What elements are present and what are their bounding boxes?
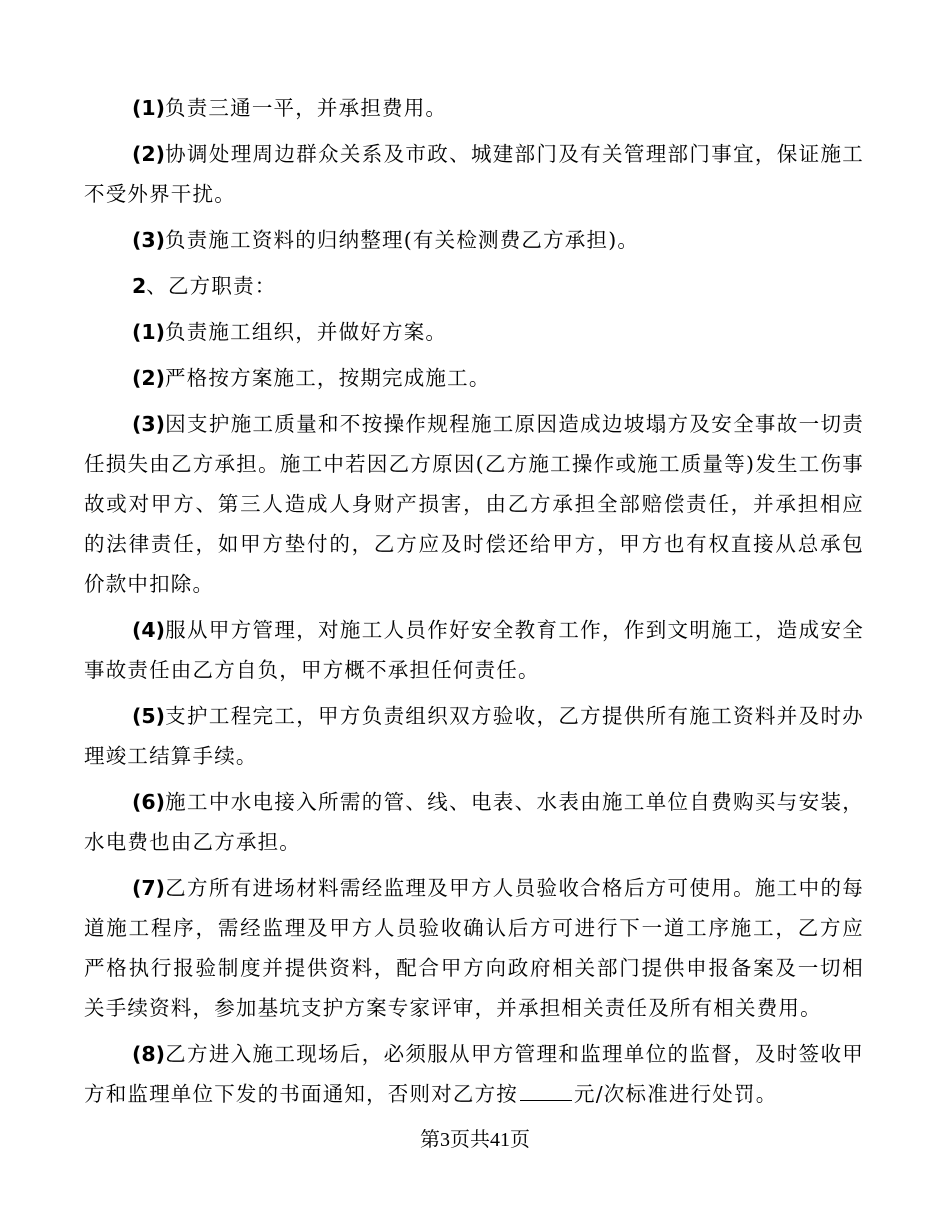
- item-text: 负责三通一平，并承担费用。: [165, 96, 448, 120]
- item-text: 乙方所有进场材料需经监理及甲方人员验收合格后方可使用。施工中的每道施工程序，需经监理及甲方人员验收确认后方可进行下一道工序施工，乙方应严格执行报验制度并提供资料，配合甲方向政府相关部门提供申报备案及一切相关手续资料，参加基坑支护方案专家评审，并承担相关责任及所有相关费用。: [84, 876, 864, 1020]
- item-number: (5): [132, 704, 166, 728]
- item-text: 负责施工资料的归纳整理(有关检测费乙方承担)。: [165, 228, 640, 252]
- paragraph-5: [84, 312, 864, 352]
- paragraph-2: [84, 134, 864, 214]
- item-number: (4): [132, 618, 166, 642]
- item-text: 协调处理周边群众关系及市政、城建部门及有关管理部门事宜，保证施工不受外界干扰。: [84, 142, 864, 206]
- item-number: (1): [132, 96, 166, 120]
- item-text: 因支护施工质量和不按操作规程施工原因造成边坡塌方及安全事故一切责任损失由乙方承担。施工中若因乙方原因(乙方施工操作或施工质量等)发生工伤事故或对甲方、第三人造成人身财产损害，由乙方承担全部赔偿责任，并承担相应的法律责任，如甲方垫付的，乙方应及时偿还给甲方，甲方也有权直接从总承包价款中扣除。: [84, 412, 864, 596]
- item-number: (2): [132, 366, 166, 390]
- item-text: 施工中水电接入所需的管、线、电表、水表由施工单位自费购买与安装，水电费也由乙方承担。: [84, 790, 864, 854]
- paragraph-10: [84, 782, 864, 862]
- item-text: 负责施工组织，并做好方案。: [165, 320, 448, 344]
- item-number: (8): [132, 1042, 166, 1066]
- paragraph-6: [84, 358, 864, 398]
- item-number: (1): [132, 320, 166, 344]
- item-text-after-blank: 元/次标准进行处罚。: [574, 1082, 778, 1106]
- paragraph-8: [84, 610, 864, 690]
- item-text: 支护工程完工，甲方负责组织双方验收，乙方提供所有施工资料并及时办理竣工结算手续。: [84, 704, 864, 768]
- item-text: 服从甲方管理，对施工人员作好安全教育工作，作到文明施工，造成安全事故责任由乙方自负，甲方概不承担任何责任。: [84, 618, 864, 682]
- section-heading-party-b-duties: [84, 266, 864, 306]
- paragraph-7: [84, 404, 864, 604]
- document-body: [84, 88, 864, 1120]
- item-text: 严格按方案施工，按期完成施工。: [165, 366, 491, 390]
- item-number: (3): [132, 412, 166, 436]
- item-text-before-blank: 乙方进入施工现场后，必须服从甲方管理和监理单位的监督，及时签收甲方和监理单位下发的书面通知，否则对乙方按: [84, 1042, 864, 1106]
- item-number: (7): [132, 876, 166, 900]
- section-title: 、乙方职责：: [146, 274, 277, 298]
- paragraph-9: [84, 696, 864, 776]
- paragraph-11: [84, 868, 864, 1028]
- item-number: (3): [132, 228, 166, 252]
- paragraph-3: [84, 220, 864, 260]
- paragraph-1: [84, 88, 864, 128]
- page-number-footer: 第3页共41页: [420, 1129, 530, 1151]
- item-number: (2): [132, 142, 166, 166]
- fill-in-blank: [520, 1080, 572, 1101]
- paragraph-12: [84, 1034, 864, 1114]
- item-number: (6): [132, 790, 166, 814]
- section-number: 2: [132, 274, 147, 298]
